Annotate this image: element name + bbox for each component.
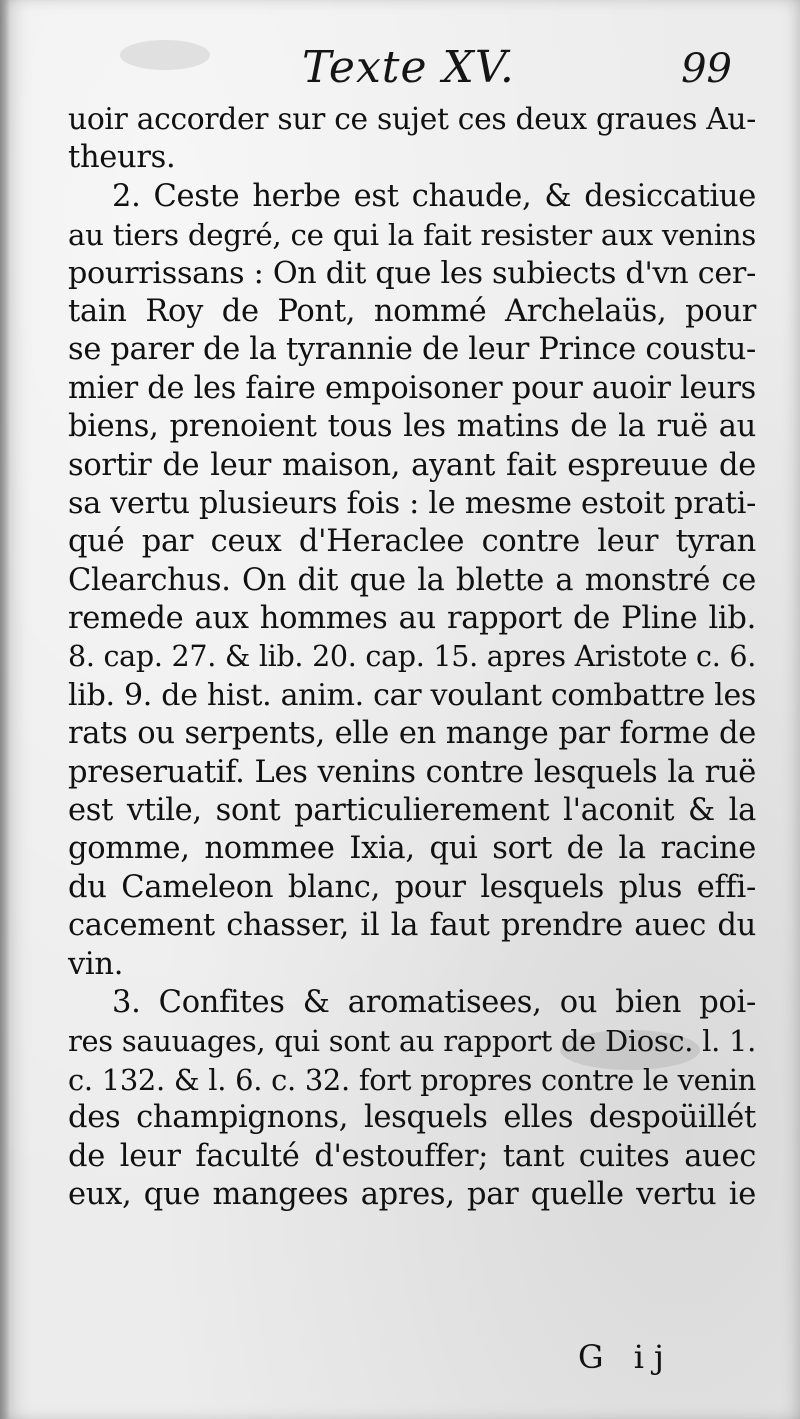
text-line: uoir accorder sur ce sujet ces deux graues Au- xyxy=(68,102,756,137)
text-line: res sauuages, qui sont au rapport de Diosc. l. 1. xyxy=(68,1024,756,1059)
running-head-title: Texte XV. xyxy=(302,42,515,93)
body-text xyxy=(68,101,756,1214)
text-line: lib. 9. de hist. anim. car voulant combattre les xyxy=(68,677,757,713)
text-line: rats ou serpents, elle en mange par forme de xyxy=(68,716,756,752)
text-line: des champignons, lesquels elles despoüillét xyxy=(68,1100,756,1136)
text-line: au tiers degré, ce qui la fait resister aux venins xyxy=(68,218,756,253)
text-line: remede aux hommes au rapport de Pline lib. xyxy=(68,601,756,637)
text-line: vin. xyxy=(68,946,124,982)
text-line: cacement chasser, il la faut prendre auec du xyxy=(68,908,756,944)
text-line: 8. cap. 27. & lib. 20. cap. 15. apres Aristote c. 6. xyxy=(68,640,756,674)
text-line: pourrissans : On dit que les subiects d'vn cer- xyxy=(68,255,756,291)
text-line: c. 132. & l. 6. c. 32. fort propres contre le venin xyxy=(68,1062,756,1097)
text-line: sortir de leur maison, ayant fait espreuue de xyxy=(68,447,756,483)
text-line: Clearchus. On dit que la blette a monstré ce xyxy=(68,562,756,598)
text-line: mier de les faire empoisoner pour auoir leurs xyxy=(68,370,756,406)
text-line: theurs. xyxy=(68,140,176,176)
text-line: eux, que mangees apres, par quelle vertu ie xyxy=(68,1176,756,1212)
text-line: qué par ceux d'Heraclee contre leur tyran xyxy=(68,524,756,560)
text-line-paragraph-start: 3. Confites & aromatisees, ou bien poi- xyxy=(112,984,756,1020)
text-line: du Cameleon blanc, pour lesquels plus effi- xyxy=(68,869,756,905)
signature-mark: G ij xyxy=(578,1338,674,1376)
text-line: est vtile, sont particulierement l'aconit & la xyxy=(68,793,756,829)
text-line-paragraph-start: 2. Ceste herbe est chaude, & desiccatiue xyxy=(112,178,756,214)
text-line: sa vertu plusieurs fois : le mesme estoit prati- xyxy=(68,485,756,521)
text-line: preseruatif. Les venins contre lesquels la ruë xyxy=(68,754,756,790)
page-gutter-shadow xyxy=(0,0,10,1419)
page-number: 99 xyxy=(681,46,732,92)
text-line: tain Roy de Pont, nommé Archelaüs, pour xyxy=(68,293,756,329)
text-line: biens, prenoient tous les matins de la ruë au xyxy=(68,409,756,445)
text-line: gomme, nommee Ixia, qui sort de la racine xyxy=(68,831,756,867)
running-head xyxy=(70,38,750,98)
text-line: de leur faculté d'estouffer; tant cuites auec xyxy=(68,1138,756,1174)
text-line: se parer de la tyrannie de leur Prince coustu- xyxy=(68,332,756,368)
